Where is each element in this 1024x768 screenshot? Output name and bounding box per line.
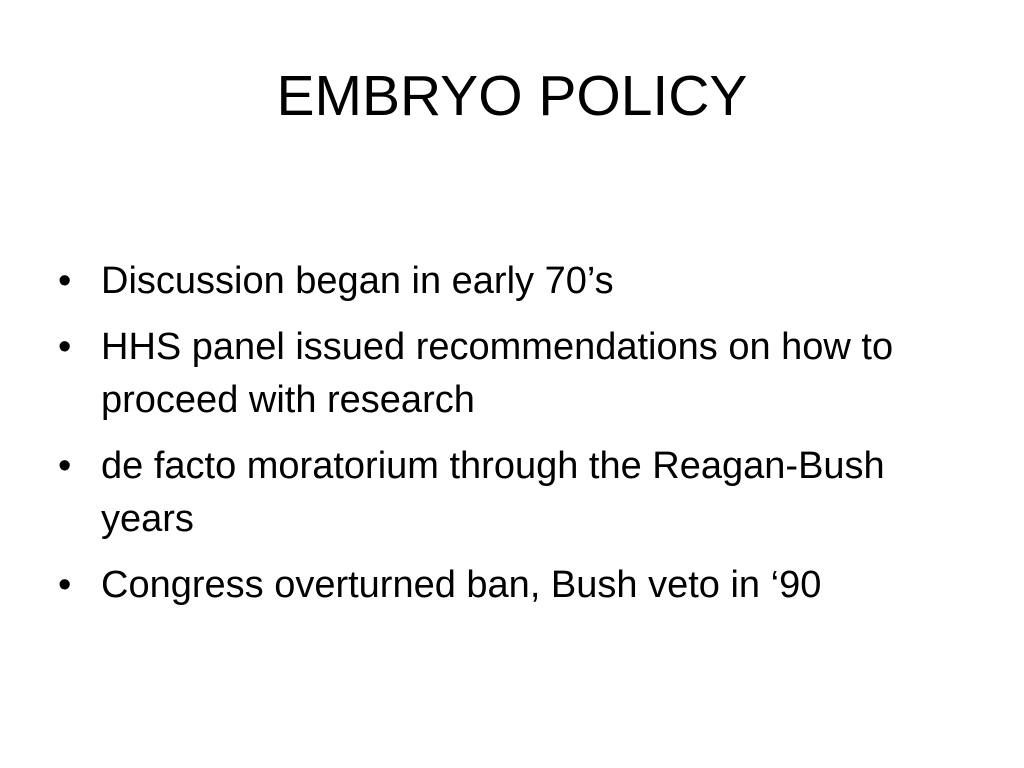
- bullet-text: de facto moratorium through the Reagan-Bush years: [101, 445, 885, 540]
- bullet-list: [58, 255, 958, 625]
- bullet-item: [58, 321, 958, 427]
- bullet-marker: •: [58, 326, 72, 368]
- bullet-text: Congress overturned ban, Bush veto in ‘90: [101, 564, 822, 606]
- bullet-marker: •: [58, 445, 72, 487]
- bullet-item: [58, 255, 958, 308]
- bullet-marker: •: [58, 564, 72, 606]
- bullet-item: [58, 559, 958, 612]
- bullet-marker: •: [58, 260, 72, 302]
- bullet-text: Discussion began in early 70’s: [101, 260, 614, 302]
- slide-title: EMBRYO POLICY: [276, 64, 748, 128]
- bullet-item: [58, 440, 958, 546]
- bullet-text: HHS panel issued recommendations on how to proceed with research: [101, 326, 894, 421]
